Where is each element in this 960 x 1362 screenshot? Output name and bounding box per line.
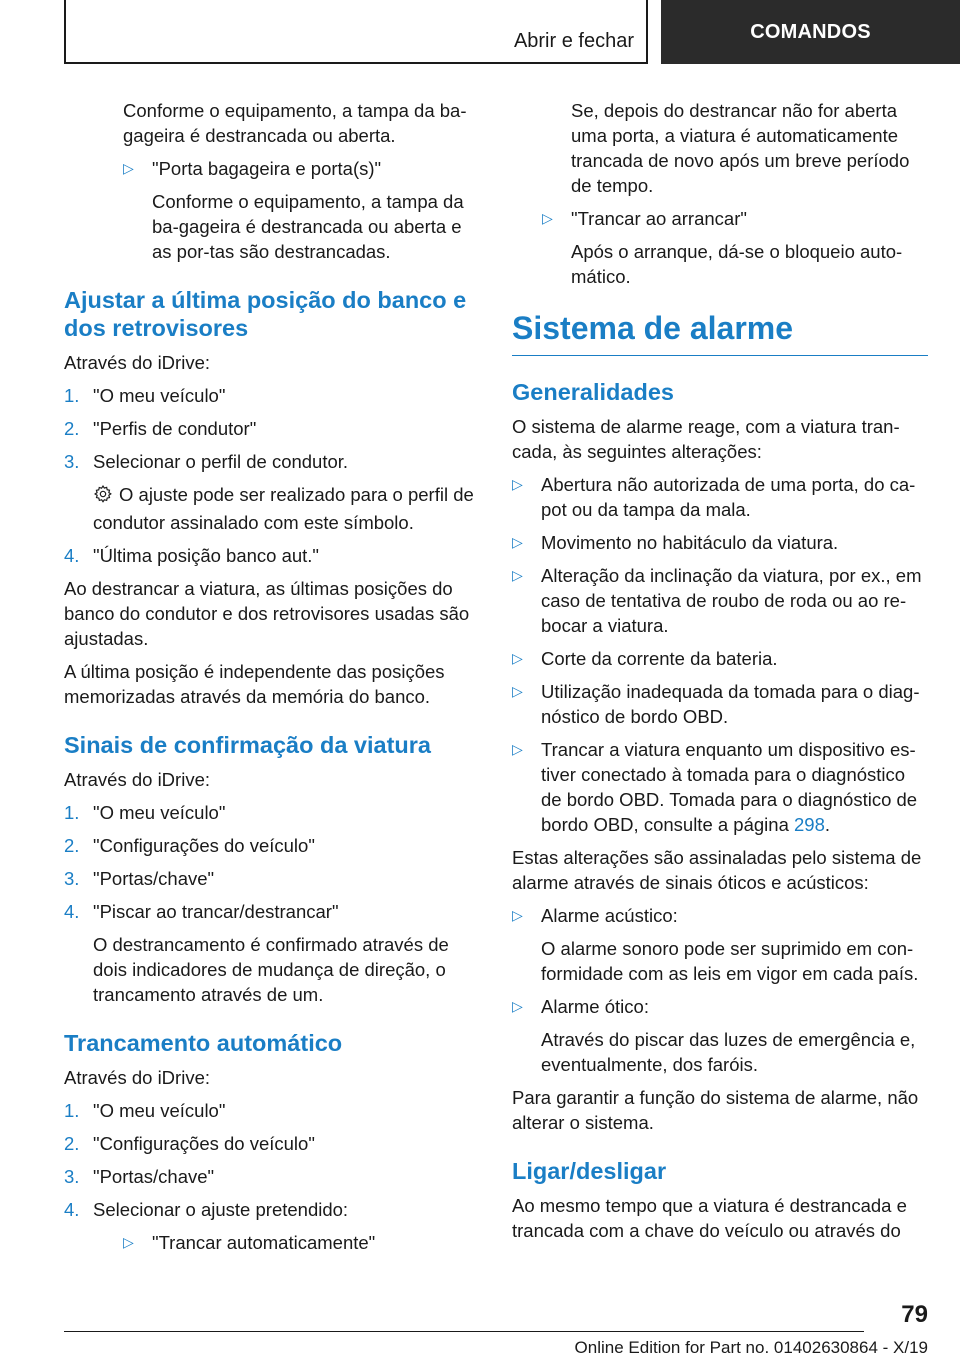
numbered-item: 3. "Portas/chave" [64, 1166, 215, 1187]
numbered-item: 4. Selecionar o ajuste pretendido: [64, 1199, 349, 1220]
paragraph: O sistema de alarme reage, com a viatura tran-cada, às seguintes alterações: [512, 416, 900, 462]
header-chapter-tab: COMANDOS [661, 0, 960, 64]
numbered-item: 4. "Piscar ao trancar/destrancar" [64, 901, 339, 922]
numbered-item: 2. "Perfis de condutor" [64, 418, 257, 439]
paragraph: A última posição é independente das posições memorizadas através da memória do banco. [64, 661, 445, 707]
numbered-item: 2. "Configurações do veículo" [64, 1133, 315, 1154]
bullet-item: ▷ Movimento no habitáculo da viatura. [512, 532, 839, 553]
paragraph: Após o arranque, dá-se o bloqueio auto-mático. [571, 241, 903, 287]
paragraph: Através do iDrive: [64, 1067, 210, 1088]
paragraph: Estas alterações são assinaladas pelo sistema de alarme através de sinais óticos e acústicos: [512, 847, 922, 893]
note: O destrancamento é confirmado através de dois indicadores de mudança de direção, o trancamento através de um. [93, 934, 449, 1005]
bullet-item: ▷ Alarme acústico: [512, 905, 678, 926]
paragraph: Conforme o equipamento, a tampa da ba-gageira é destrancada ou aberta e as por-tas são destrancadas. [152, 191, 464, 262]
numbered-item: 2. "Configurações do veículo" [64, 835, 315, 856]
bullet-marker-icon: ▷ [512, 907, 523, 923]
bullet-item: ▷ "Trancar ao arrancar" [542, 208, 747, 229]
page-link[interactable]: 298 [794, 814, 825, 835]
paragraph: Através do piscar das luzes de emergência e, eventualmente, dos faróis. [541, 1029, 916, 1075]
paragraph: Conforme o equipamento, a tampa da ba-gageira é destrancada ou aberta. [123, 100, 467, 146]
bullet-item: ▷ Abertura não autorizada de uma porta, do ca-pot ou da tampa da mala. [512, 474, 916, 520]
bullet-item: ▷ Utilização inadequada da tomada para o diag-nóstico de bordo OBD. [512, 681, 920, 727]
chapter-heading: Sistema de alarme [512, 309, 928, 356]
bullet-item: ▷ "Trancar automaticamente" [123, 1232, 376, 1253]
numbered-item: 1. "O meu veículo" [64, 1100, 226, 1121]
bullet-item: ▷ Alarme ótico: [512, 996, 649, 1017]
bullet-marker-icon: ▷ [512, 476, 523, 492]
footer-edition: Online Edition for Part no. 01402630864 - X/19 [574, 1338, 928, 1357]
section-heading: Generalidades [512, 379, 674, 405]
bullet-item: ▷ Corte da corrente da bateria. [512, 648, 778, 669]
bullet-marker-icon: ▷ [123, 1234, 134, 1250]
paragraph: Através do iDrive: [64, 352, 210, 373]
section-heading: Ajustar a última posição do banco e dos retrovisores [64, 287, 467, 341]
bullet-marker-icon: ▷ [512, 998, 523, 1014]
paragraph: Se, depois do destrancar não for aberta uma porta, a viatura é automaticamente trancada de novo após um breve período de tempo. [571, 100, 910, 196]
bullet-marker-icon: ▷ [123, 160, 134, 176]
numbered-item: 3. Selecionar o perfil de condutor. [64, 451, 349, 472]
bullet-marker-icon: ▷ [542, 210, 553, 226]
left-column [64, 98, 476, 1263]
bullet-marker-icon: ▷ [512, 567, 523, 583]
numbered-item: 4. "Última posição banco aut." [64, 545, 320, 566]
paragraph: Para garantir a função do sistema de alarme, não alterar o sistema. [512, 1087, 919, 1133]
bullet-item: ▷ "Porta bagageira e porta(s)" [123, 158, 382, 179]
section-heading: Ligar/desligar [512, 1158, 667, 1184]
paragraph: Ao mesmo tempo que a viatura é destrancada e trancada com a chave do veículo ou através do [512, 1195, 907, 1241]
bullet-marker-icon: ▷ [512, 683, 523, 699]
bullet-marker-icon: ▷ [512, 650, 523, 666]
paragraph: Ao destrancar a viatura, as últimas posições do banco do condutor e dos retrovisores usadas são ajustadas. [64, 578, 470, 649]
page-number: 79 [901, 1301, 928, 1328]
numbered-item: 1. "O meu veículo" [64, 802, 226, 823]
paragraph: Através do iDrive: [64, 769, 210, 790]
numbered-item: 1. "O meu veículo" [64, 385, 226, 406]
paragraph: O alarme sonoro pode ser suprimido em con-formidade com as leis em vigor em cada país. [541, 938, 919, 984]
bullet-marker-icon: ▷ [512, 741, 523, 757]
right-column [512, 98, 928, 1251]
bullet-marker-icon: ▷ [512, 534, 523, 550]
header-section-title: Abrir e fechar [513, 30, 634, 52]
section-heading: Sinais de confirmação da viatura [64, 732, 431, 758]
footer-divider [64, 1331, 864, 1332]
section-heading: Trancamento automático [64, 1030, 343, 1056]
numbered-item: 3. "Portas/chave" [64, 868, 215, 889]
bullet-item: ▷ Trancar a viatura enquanto um dispositivo es-tiver conectado à tomada para o diagnóstico de bordo OBD. Tomada para o diagnóstico de bordo OBD, consulte a página 298. [512, 739, 918, 835]
gear-icon [93, 484, 113, 510]
note: O ajuste pode ser realizado para o perfil de condutor assinalado com este símbolo. [93, 484, 474, 533]
bullet-item: ▷ Alteração da inclinação da viatura, por ex., em caso de tentativa de roubo de roda ou ao re-bocar a viatura. [512, 565, 922, 636]
